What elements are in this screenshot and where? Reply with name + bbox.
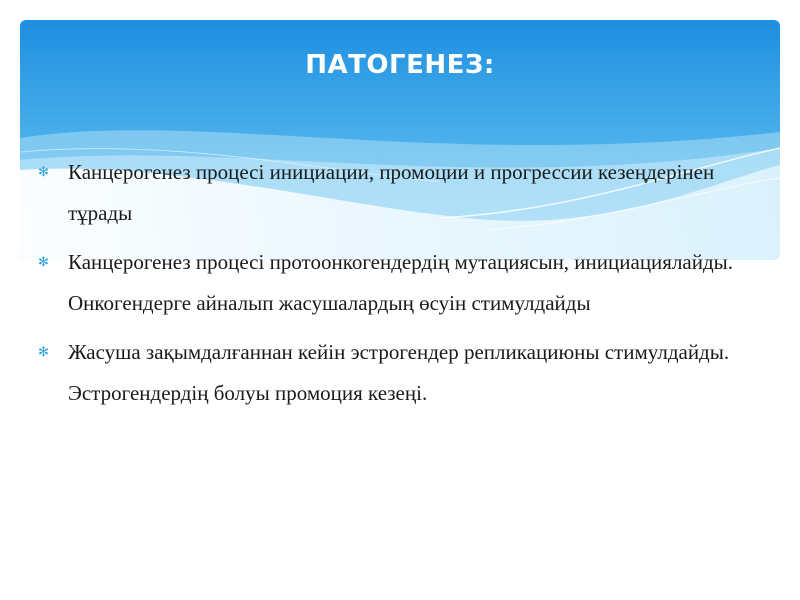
asterisk-icon: ✻ — [38, 165, 49, 180]
bullet-list — [38, 152, 768, 422]
slide-title: ПАТОГЕНЕЗ: — [305, 50, 495, 80]
asterisk-icon: ✻ — [38, 255, 49, 270]
list-item — [38, 332, 768, 414]
list-item — [38, 152, 768, 234]
bullet-text: Канцерогенез процесі протоонкогендердің мутациясын, инициациялайды. Онкогендерге айналып жасушалардың өсуін стимулдайды — [68, 250, 734, 315]
bullet-text: Канцерогенез процесі инициации, промоции и прогрессии кезеңдерінен тұрады — [68, 160, 715, 225]
bullet-text: Жасуша зақымдалғаннан кейін эстрогендер репликациюны стимулдайды. Эстрогендердің болуы промоция кезеңі. — [68, 340, 730, 405]
asterisk-icon: ✻ — [38, 345, 49, 360]
list-item — [38, 242, 768, 324]
